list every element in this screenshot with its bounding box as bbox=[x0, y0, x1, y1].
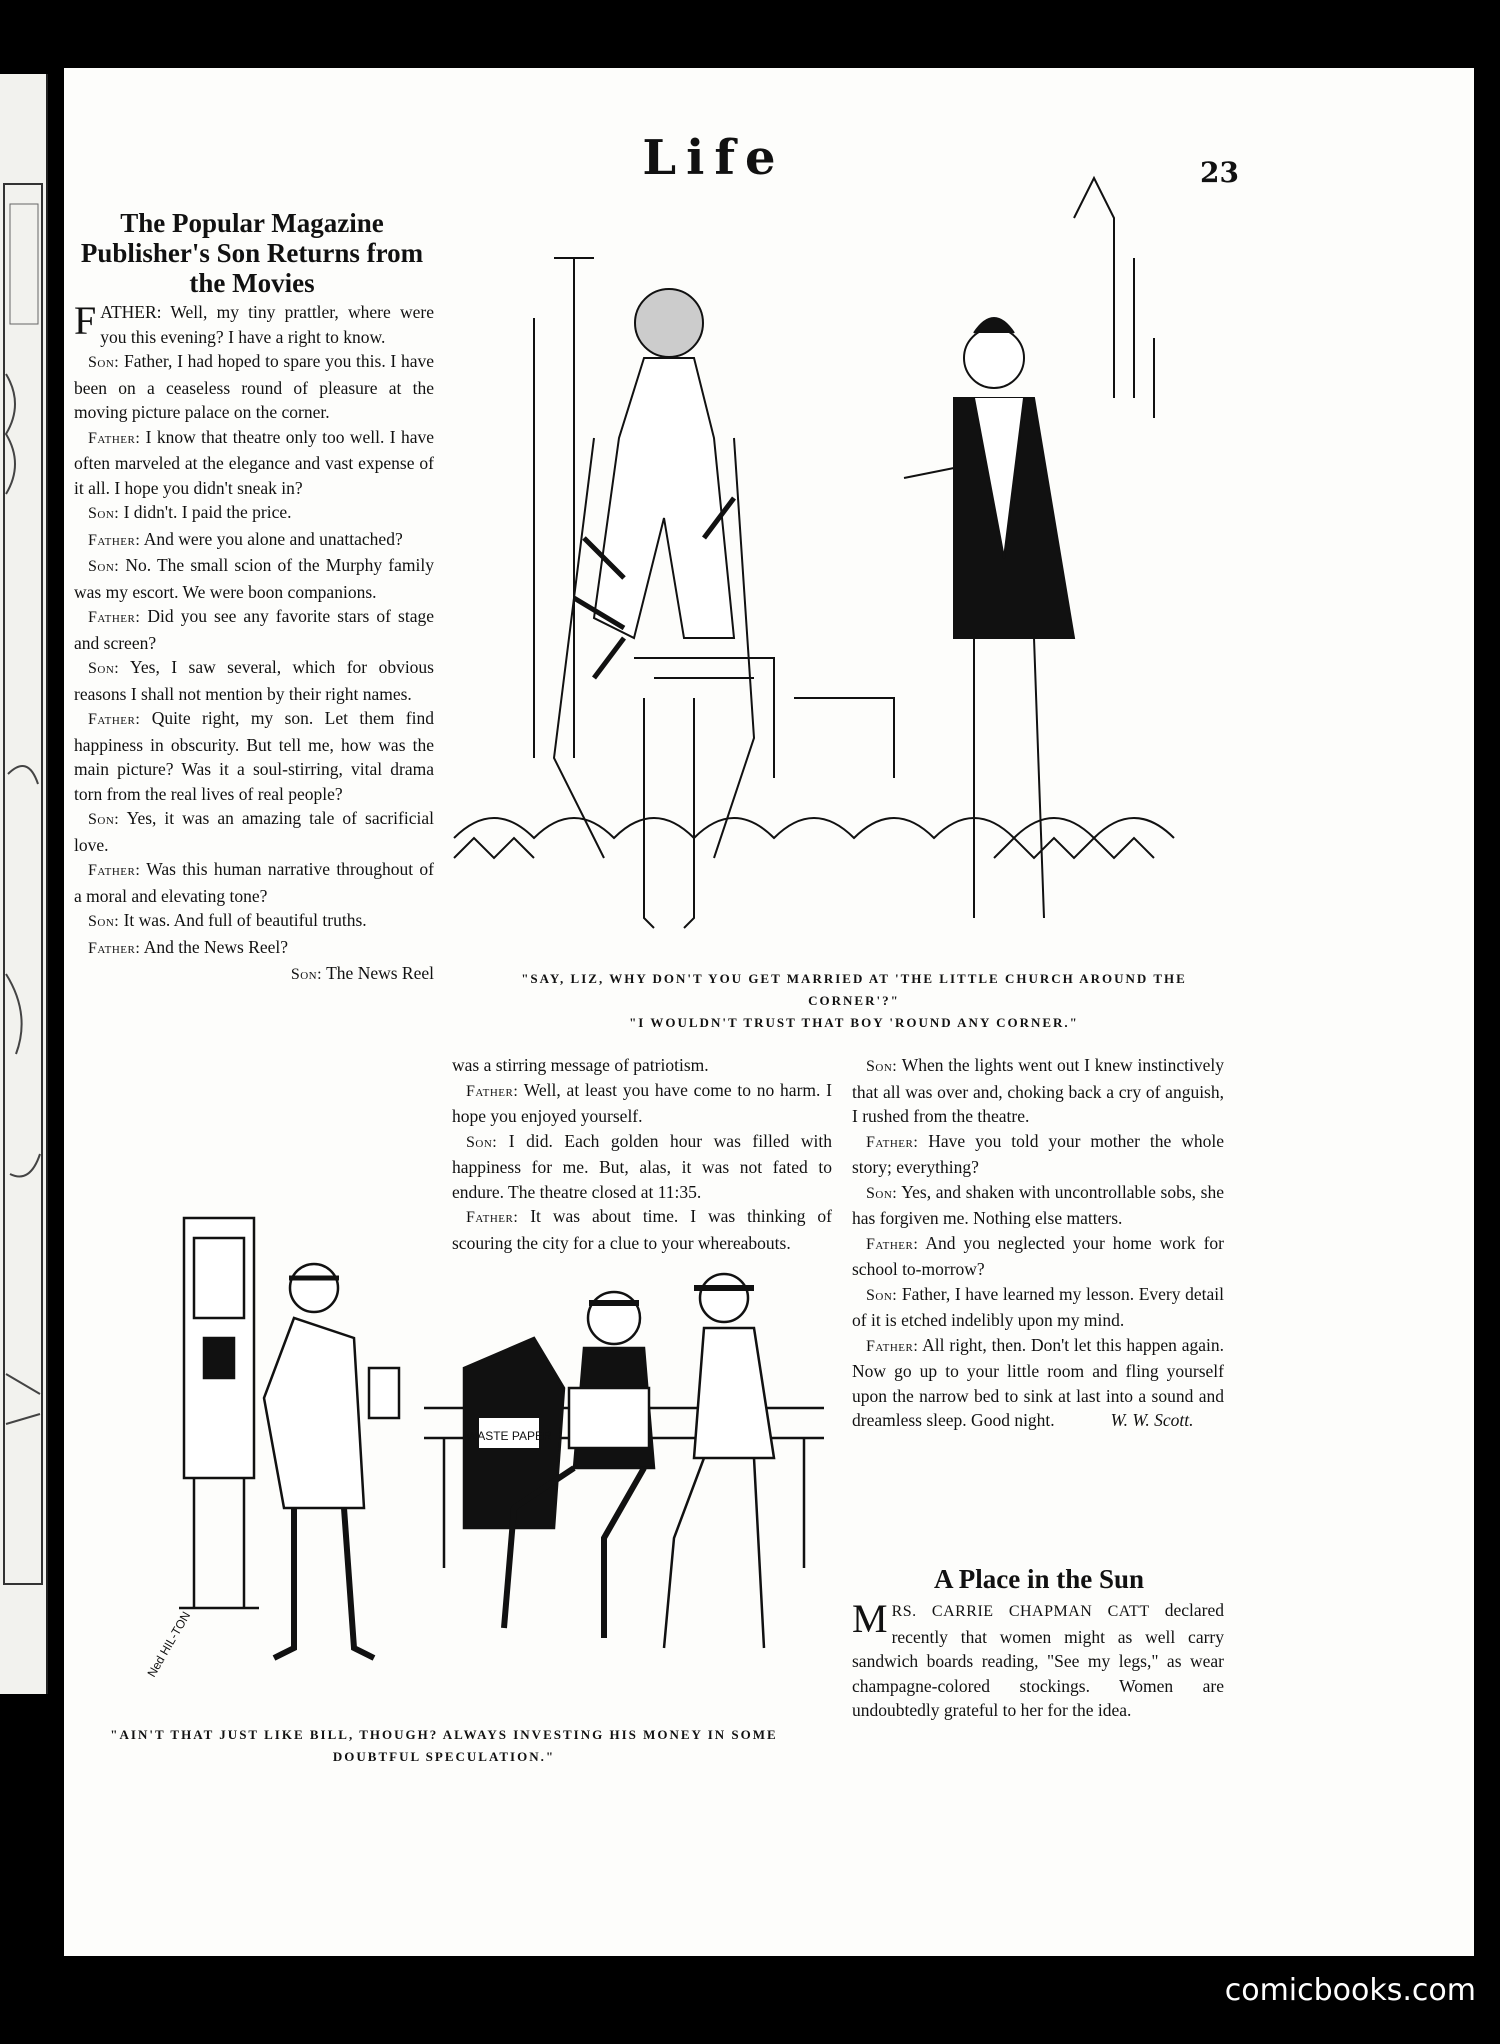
speaker-label: Son: bbox=[88, 811, 120, 828]
speaker-label: Son: bbox=[88, 354, 120, 371]
second-article-text: declared recently that women might as well carry sandwich boards reading, "See my legs," as wear champagne-colored stockings. Women are undoubtedly grateful to her for the idea. bbox=[852, 1600, 1225, 1720]
second-article-body bbox=[852, 1598, 1224, 1723]
bottom-cartoon-caption: "AIN'T THAT JUST LIKE BILL, THOUGH? ALWAYS INVESTING HIS MONEY IN SOME DOUBTFUL SPECULATION." bbox=[110, 1727, 778, 1764]
paragraph bbox=[74, 553, 434, 604]
magazine-title: Life bbox=[642, 130, 786, 186]
speaker-label: Father: bbox=[866, 1133, 919, 1151]
dialogue-text: I didn't. I paid the price. bbox=[123, 502, 292, 522]
page-number: 23 bbox=[1200, 156, 1239, 189]
speaker-label: Son: bbox=[88, 660, 120, 677]
dialogue-text: And the News Reel? bbox=[143, 936, 289, 957]
speaker-label: Father: bbox=[466, 1209, 519, 1226]
dialogue-text: Have you told your mother the whole story; everything? bbox=[852, 1130, 1224, 1177]
author-signature: W. W. Scott. bbox=[1110, 1410, 1194, 1430]
speaker-label: Son: bbox=[88, 913, 120, 930]
paragraph bbox=[452, 1053, 832, 1078]
previous-page-edge bbox=[0, 74, 48, 1694]
dialogue-text: Yes, and shaken with uncontrollable sobs, she has forgiven me. Nothing else matters. bbox=[852, 1181, 1224, 1228]
waste-paper-sign: WASTE PAPER bbox=[466, 1429, 552, 1443]
dialogue-text: The News Reel bbox=[326, 963, 434, 983]
magazine-page bbox=[64, 68, 1474, 1956]
dialogue-text: It was about time. I was thinking of scouring the city for a clue to your whereabouts. bbox=[452, 1206, 832, 1253]
dialogue-text: Father, I have learned my lesson. Every detail of it is etched indelibly upon my mind. bbox=[852, 1283, 1224, 1330]
article-column-1 bbox=[74, 300, 434, 988]
paragraph bbox=[74, 908, 434, 935]
dialogue-text: And were you alone and unattached? bbox=[143, 528, 403, 549]
paragraph bbox=[452, 1078, 832, 1129]
top-caption-line-1: "SAY, LIZ, WHY DON'T YOU GET MARRIED AT 'THE LITTLE CHURCH AROUND THE CORNER'?" bbox=[521, 971, 1187, 1008]
paragraph bbox=[74, 857, 434, 908]
speaker-label: Son: bbox=[88, 505, 120, 522]
cartoon-two-women-illustration bbox=[434, 138, 1234, 958]
paragraph bbox=[852, 1180, 1224, 1231]
paragraph bbox=[74, 527, 434, 554]
paragraph bbox=[74, 300, 434, 349]
paragraph bbox=[452, 1129, 832, 1205]
paragraph bbox=[74, 655, 434, 706]
cartoon-gum-machine-illustration bbox=[84, 1208, 824, 1708]
second-article-title: A Place in the Sun bbox=[933, 1564, 1145, 1594]
paragraph bbox=[852, 1282, 1224, 1333]
paragraph bbox=[74, 425, 434, 501]
dialogue-text: Yes, I saw several, which for obvious reasons I shall not mention by their right names. bbox=[74, 657, 434, 704]
paragraph bbox=[74, 500, 434, 527]
speaker-label: Son: bbox=[88, 558, 120, 575]
paragraph bbox=[74, 935, 434, 962]
dialogue-text: It was. And full of beautiful truths. bbox=[123, 910, 367, 930]
second-article-lead: RS. CARRIE CHAPMAN CATT bbox=[891, 1603, 1150, 1620]
speaker-label: Father: bbox=[866, 1337, 919, 1355]
speaker-label: Father: bbox=[88, 939, 141, 957]
artist-signature: Ned HIL-TON bbox=[144, 1609, 194, 1680]
dialogue-text: No. The small scion of the Murphy family was my escort. We were boon companions. bbox=[74, 555, 434, 602]
paragraph bbox=[74, 806, 434, 857]
watermark: comicbooks.com bbox=[1224, 1973, 1476, 2008]
second-article-dropcap: M bbox=[852, 1596, 888, 1641]
speaker-label: Son: bbox=[866, 1184, 898, 1202]
speaker-label: Father: bbox=[88, 862, 141, 879]
dialogue-text: When the lights went out I knew instinctively that all was over and, choking back a cry of anguish, I rushed from the theatre. bbox=[852, 1055, 1224, 1126]
paragraph bbox=[852, 1053, 1224, 1129]
dialogue-text: I know that theatre only too well. I have often marveled at the elegance and vast expense of it all. I hope you didn't sneak in? bbox=[74, 426, 435, 498]
speaker-label: Son: bbox=[290, 966, 323, 983]
dialogue-text: I did. Each golden hour was filled with happiness for me. But, alas, it was not fated to endure. The theatre closed at 11:35. bbox=[452, 1130, 832, 1202]
speaker-label: Son: bbox=[866, 1058, 898, 1075]
dialogue-text: Father, I had hoped to spare you this. I have been on a ceaseless round of pleasure at the moving picture palace on the corner. bbox=[74, 351, 435, 422]
dialogue-text: was a stirring message of patriotism. bbox=[452, 1055, 709, 1075]
paragraph bbox=[74, 706, 434, 806]
speaker-label: Father: bbox=[466, 1082, 519, 1100]
dialogue-text: All right, then. Don't let this happen again. Now go up to your little room and fling yourself upon the narrow bed to sink at last into a sound and dreamless sleep. Good night. bbox=[852, 1334, 1224, 1430]
speaker-label: Son: bbox=[866, 1286, 898, 1304]
paragraph bbox=[852, 1231, 1224, 1282]
paragraph bbox=[74, 604, 434, 655]
dialogue-text: Was this human narrative throughout of a moral and elevating tone? bbox=[74, 859, 435, 906]
dialogue-text: Yes, it was an amazing tale of sacrificial love. bbox=[74, 808, 434, 855]
speaker-label: Father: bbox=[88, 429, 141, 447]
paragraph bbox=[74, 349, 434, 425]
speaker-label: Father: bbox=[866, 1235, 919, 1253]
paragraph bbox=[74, 961, 434, 988]
speaker-label: Father: bbox=[88, 531, 141, 549]
top-caption-line-2: "I WOULDN'T TRUST THAT BOY 'ROUND ANY CORNER." bbox=[629, 1015, 1079, 1030]
speaker-label: Father: bbox=[88, 609, 141, 626]
speaker-label: Son: bbox=[466, 1133, 498, 1151]
dialogue-text: Did you see any favorite stars of stage and screen? bbox=[74, 606, 435, 653]
dialogue-text: Well, at least you have come to no harm. I hope you enjoyed yourself. bbox=[452, 1079, 833, 1126]
dialogue-text: ATHER: Well, my tiny prattler, where were you this evening? I have a right to know. bbox=[100, 302, 434, 347]
top-cartoon-caption bbox=[484, 968, 1224, 1034]
previous-page-artwork bbox=[0, 74, 46, 1694]
dialogue-text: Quite right, my son. Let them find happiness in obscurity. But tell me, how was the main picture? Was it a soul-stirring, vital drama torn from the real lives of real people? bbox=[74, 708, 434, 804]
paragraph bbox=[852, 1129, 1224, 1180]
dropcap: F bbox=[74, 298, 97, 343]
dialogue-text: And you neglected your home work for school to-morrow? bbox=[852, 1232, 1224, 1279]
speaker-label: Father: bbox=[88, 711, 141, 728]
article-column-3 bbox=[852, 1053, 1224, 1433]
article-title: The Popular Magazine Publisher's Son Returns from the Movies bbox=[80, 208, 424, 298]
paragraph bbox=[852, 1333, 1224, 1433]
